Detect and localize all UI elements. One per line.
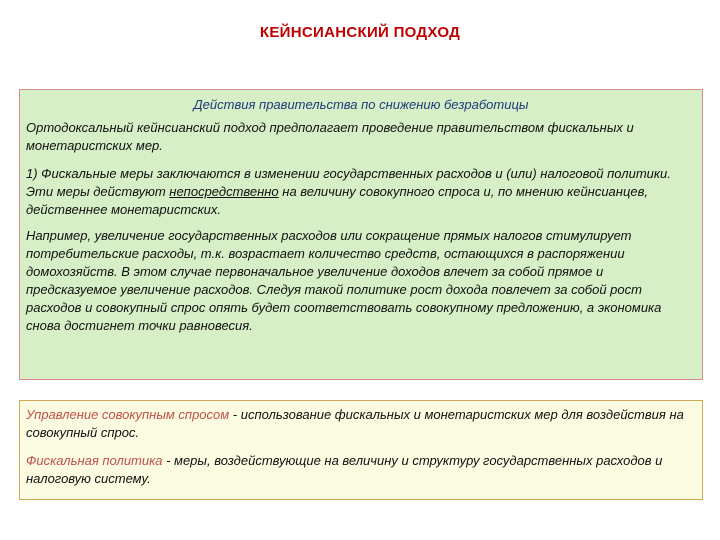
definition-2 [26, 452, 696, 488]
slide-title: КЕЙНСИАНСКИЙ ПОДХОД [259, 24, 461, 41]
paragraph-3: Например, увеличение государственных расходов или сокращение прямых налогов стимулирует потребительские расходы, т.к. возрастает количество средств, остающихся в распоряжении домохозяйств. В этом случае первоначальное увеличение доходов влечет за собой прямое и предсказуемое увеличение расходов. Следуя такой политике рост дохода повлечет за собой рост расходов и совокупный спрос опять будет соответствовать совокупному предложению, а экономика снова достигнет точки равновесия. [26, 228, 662, 333]
paragraph-2-before: 1) Фискальные меры заключаются в изменении государственных расходов и (или) налоговой политики. Эти меры действуют [26, 166, 671, 199]
paragraph-2 [26, 165, 696, 219]
paragraph-2-underlined: непосредственно [169, 184, 279, 199]
definition-1-text: - использование фискальных и монетаристских мер для воздействия на совокупный спрос. [26, 407, 684, 440]
definition-1-term: Управление совокупным спросом [26, 407, 230, 422]
definitions-box [19, 400, 703, 500]
definition-2-text: - меры, воздействующие на величину и структуру государственных расходов и налоговую систему. [26, 453, 663, 486]
definition-1 [26, 406, 696, 442]
paragraph-2-after: на величину совокупного спроса и, по мнению кейнсианцев, действеннее монетаристских. [26, 184, 649, 217]
definition-2-term: Фискальная политика [26, 453, 163, 468]
main-box-subtitle: Действия правительства по снижению безработицы [193, 97, 529, 112]
main-text-box [19, 89, 703, 380]
paragraph-1: Ортодоксальный кейнсианский подход предполагает проведение правительством фискальных и монетаристских мер. [26, 120, 634, 153]
